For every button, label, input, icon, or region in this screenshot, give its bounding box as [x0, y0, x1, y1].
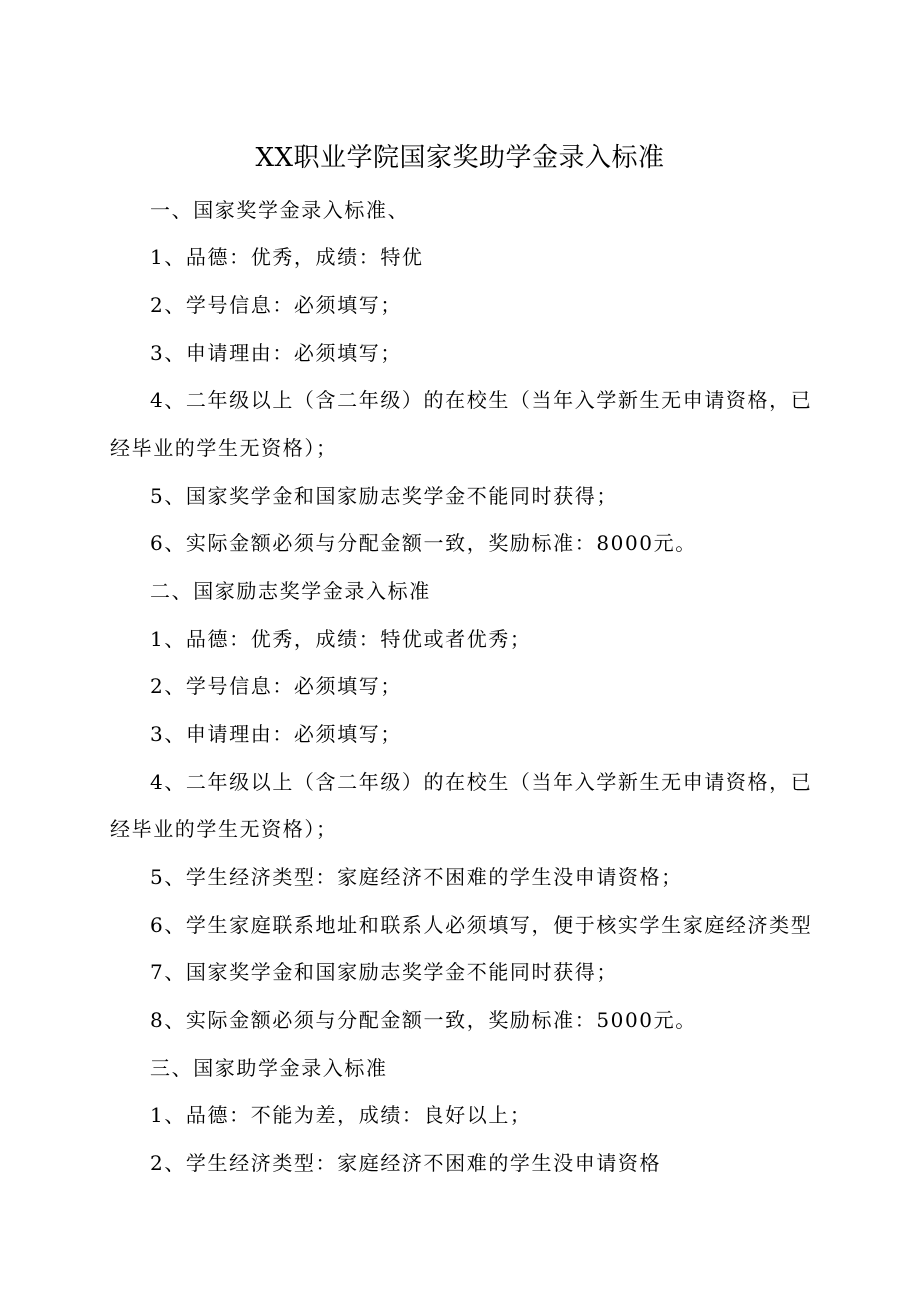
paragraph-line: 5、学生经济类型：家庭经济不困难的学生没申请资格； — [150, 865, 683, 889]
section-heading-3: 三、国家助学金录入标准 — [150, 1056, 388, 1080]
paragraph-line: 2、学号信息：必须填写； — [150, 293, 402, 317]
section-heading-2: 二、国家励志奖学金录入标准 — [150, 579, 431, 603]
paragraph-line: 4、二年级以上（含二年级）的在校生（当年入学新生无申请资格，已 — [150, 388, 813, 412]
section-heading-1: 一、国家奖学金录入标准、 — [150, 198, 410, 222]
paragraph-line: 1、品德：优秀，成绩：特优或者优秀； — [150, 627, 532, 651]
paragraph-line: 6、学生家庭联系地址和联系人必须填写，便于核实学生家庭经济类型 — [150, 913, 813, 937]
paragraph-line: 4、二年级以上（含二年级）的在校生（当年入学新生无申请资格，已 — [150, 770, 813, 794]
paragraph-line-continued: 经毕业的学生无资格）； — [110, 817, 338, 841]
paragraph-line: 2、学号信息：必须填写； — [150, 674, 402, 698]
document-title: XX职业学院国家奖助学金录入标准 — [255, 143, 665, 173]
paragraph-line: 5、国家奖学金和国家励志奖学金不能同时获得； — [150, 484, 618, 508]
paragraph-line: 3、申请理由：必须填写； — [150, 341, 402, 365]
paragraph-line: 8、实际金额必须与分配金额一致，奖励标准：5000元。 — [150, 1008, 697, 1032]
paragraph-line: 7、国家奖学金和国家励志奖学金不能同时获得； — [150, 960, 618, 984]
paragraph-line: 1、品德：优秀，成绩：特优 — [150, 245, 424, 269]
paragraph-line-continued: 经毕业的学生无资格）； — [110, 436, 338, 460]
paragraph-line: 3、申请理由：必须填写； — [150, 722, 402, 746]
paragraph-line: 1、品德：不能为差，成绩：良好以上； — [150, 1103, 532, 1127]
paragraph-line: 2、学生经济类型：家庭经济不困难的学生没申请资格 — [150, 1151, 662, 1175]
paragraph-line: 6、实际金额必须与分配金额一致，奖励标准：8000元。 — [150, 531, 697, 555]
